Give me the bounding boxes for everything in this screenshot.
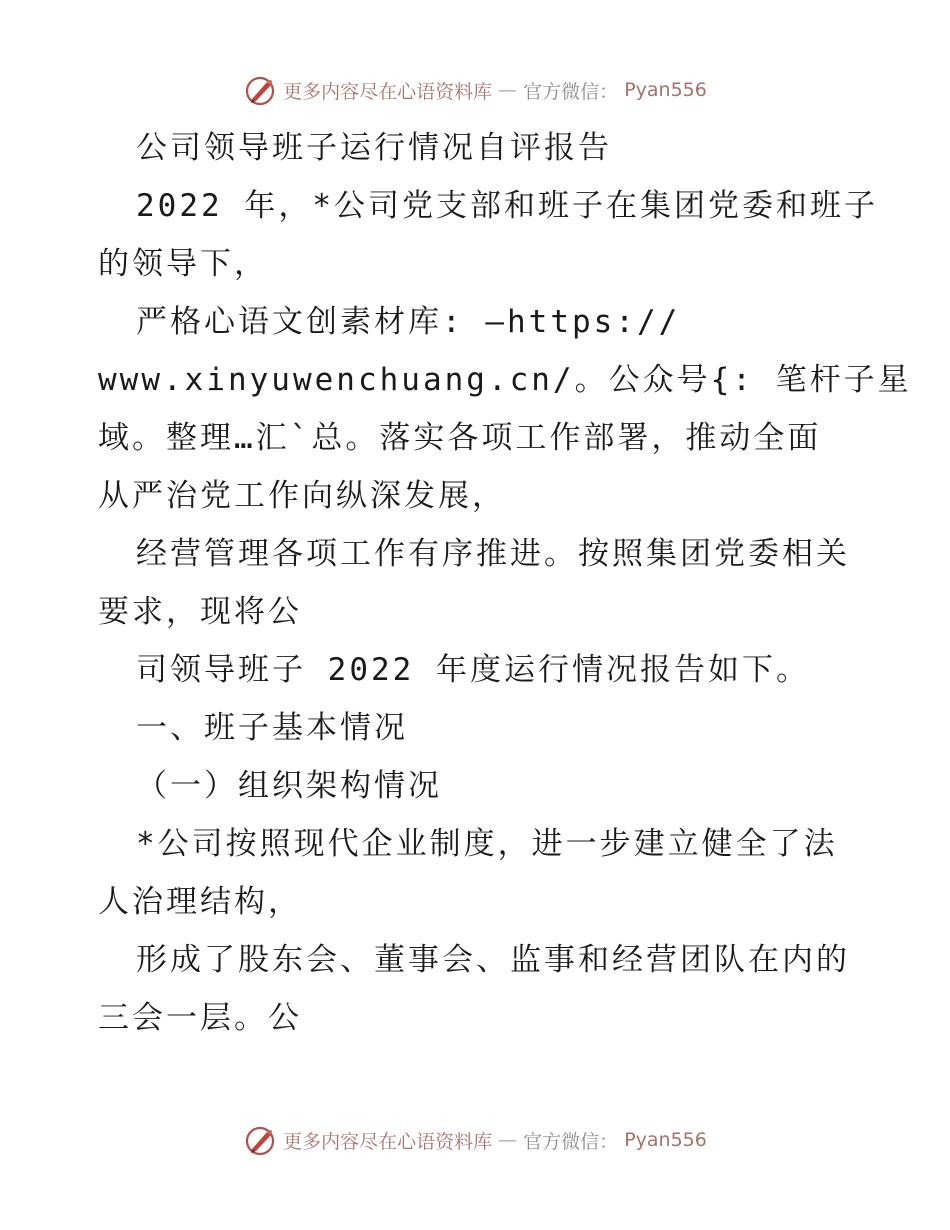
watermark-label: 官方微信： xyxy=(523,1130,619,1153)
paragraph-line: 域。整理…汇`总。落实各项工作部署，推动全面 xyxy=(98,420,822,456)
paragraph-line: 经营管理各项工作有序推进。按照集团党委相关 xyxy=(136,536,850,572)
watermark-slogan: 更多内容尽在心语资料库 xyxy=(283,80,493,103)
watermark-id: Pyan556 xyxy=(624,79,707,101)
paragraph-line: 的领导下， xyxy=(98,246,268,282)
watermark-slogan: 更多内容尽在心语资料库 xyxy=(283,1130,493,1153)
paragraph-line: 三会一层。公 xyxy=(98,1000,302,1036)
subsection-heading: （一）组织架构情况 xyxy=(136,768,442,804)
watermark-separator: — xyxy=(498,79,518,101)
paragraph-line: 司领导班子 2022 年度运行情况报告如下。 xyxy=(136,652,810,688)
watermark-label: 官方微信： xyxy=(523,80,619,103)
paragraph-line: www.xinyuwenchuang.cn/。公众号{: 笔杆子星 xyxy=(98,362,912,398)
paragraph-line: 要求，现将公 xyxy=(98,594,302,630)
paragraph-line: 从严治党工作向纵深发展， xyxy=(98,478,506,514)
paragraph-line: 严格心语文创素材库: —https:// xyxy=(136,304,681,340)
pen-circle-logo-icon xyxy=(243,1123,277,1157)
watermark-id: Pyan556 xyxy=(624,1129,707,1151)
document-title: 公司领导班子运行情况自评报告 xyxy=(136,130,612,166)
paragraph-line: *公司按照现代企业制度，进一步建立健全了法 xyxy=(136,826,838,862)
paragraph-line: 形成了股东会、董事会、监事和经营团队在内的 xyxy=(136,942,850,978)
paragraph-line: 2022 年，*公司党支部和班子在集团党委和班子 xyxy=(136,188,878,224)
watermark-separator: — xyxy=(498,1129,518,1151)
watermark-banner-bottom xyxy=(0,1120,950,1160)
section-heading: 一、班子基本情况 xyxy=(136,710,408,746)
watermark-banner-top xyxy=(0,70,950,110)
paragraph-line: 人治理结构， xyxy=(98,884,302,920)
pen-circle-logo-icon xyxy=(243,73,277,107)
